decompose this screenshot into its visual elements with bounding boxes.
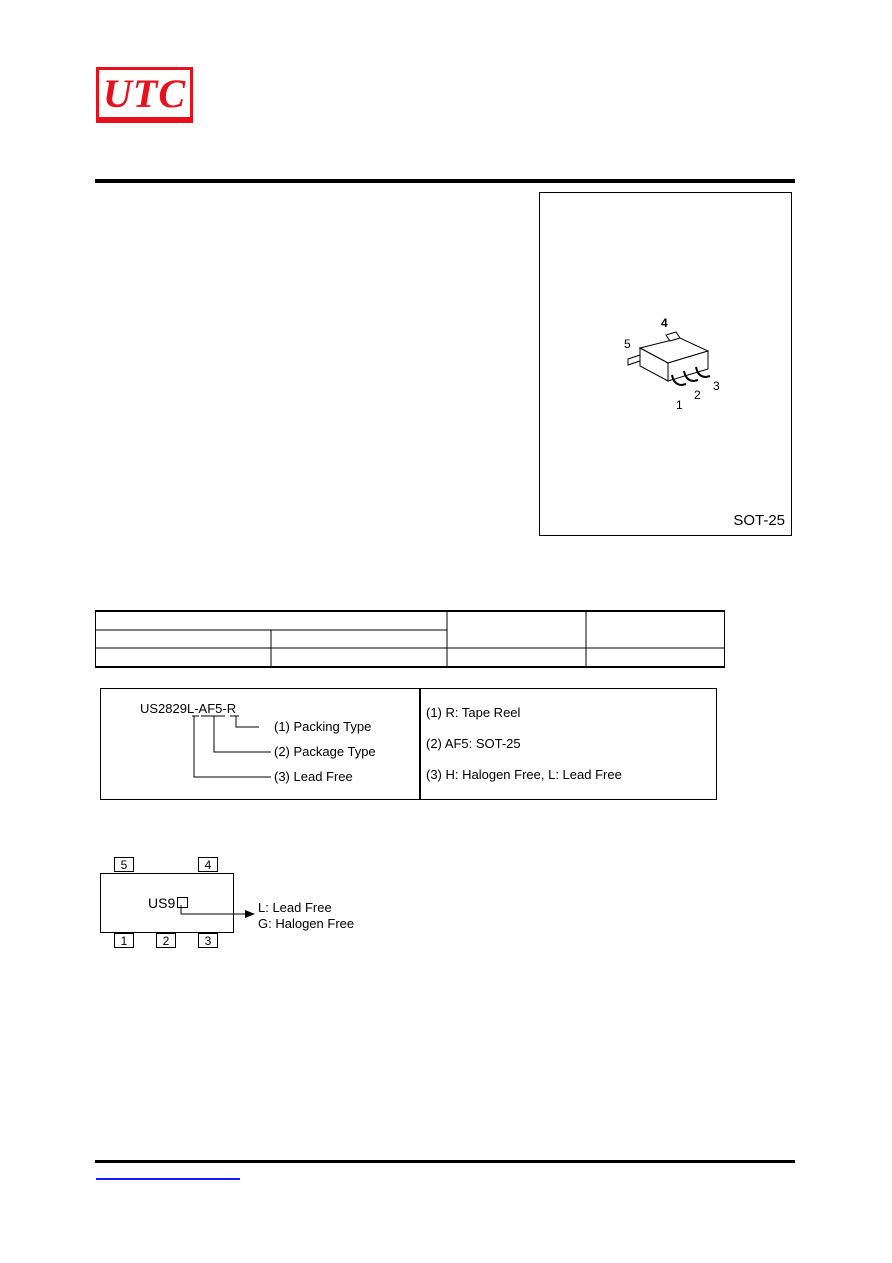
marking-pin-5: 5 [114, 857, 134, 872]
pin-label-1: 1 [676, 398, 683, 412]
legend-packing-type: (1) Packing Type [274, 719, 372, 734]
pin-label-3: 3 [713, 379, 720, 393]
marking-pin-3: 3 [198, 933, 218, 948]
legend-af5-sot25: (2) AF5: SOT-25 [426, 736, 521, 751]
ordering-divider [419, 689, 421, 799]
footer-link-underline[interactable] [96, 1178, 240, 1180]
marking-note-halogen-free: G: Halogen Free [258, 916, 355, 931]
marking-note-lead-free: L: Lead Free [258, 900, 332, 915]
header-rule [95, 179, 795, 183]
pin-label-5: 5 [624, 337, 631, 351]
legend-h-l: (3) H: Halogen Free, L: Lead Free [426, 767, 622, 782]
legend-lead-free: (3) Lead Free [274, 769, 353, 784]
ordering-code-box [100, 688, 717, 800]
sot25-package-drawing [620, 313, 730, 413]
marking-arrow [175, 905, 260, 925]
ordering-table [95, 610, 725, 668]
utc-logo [96, 67, 193, 123]
pin-label-4: 4 [661, 316, 668, 330]
marking-code: US9 [148, 895, 176, 911]
footer-rule [95, 1160, 795, 1163]
logo-text: UTC [99, 70, 190, 117]
legend-package-type: (2) Package Type [274, 744, 376, 759]
package-name: SOT-25 [733, 512, 785, 529]
package-box [539, 192, 792, 536]
marking-pin-1: 1 [114, 933, 134, 948]
pin-label-2: 2 [694, 388, 701, 402]
marking-pin-4: 4 [198, 857, 218, 872]
part-number: US2829L-AF5-R [140, 701, 237, 716]
legend-r-tape-reel: (1) R: Tape Reel [426, 705, 521, 720]
marking-pin-2: 2 [156, 933, 176, 948]
